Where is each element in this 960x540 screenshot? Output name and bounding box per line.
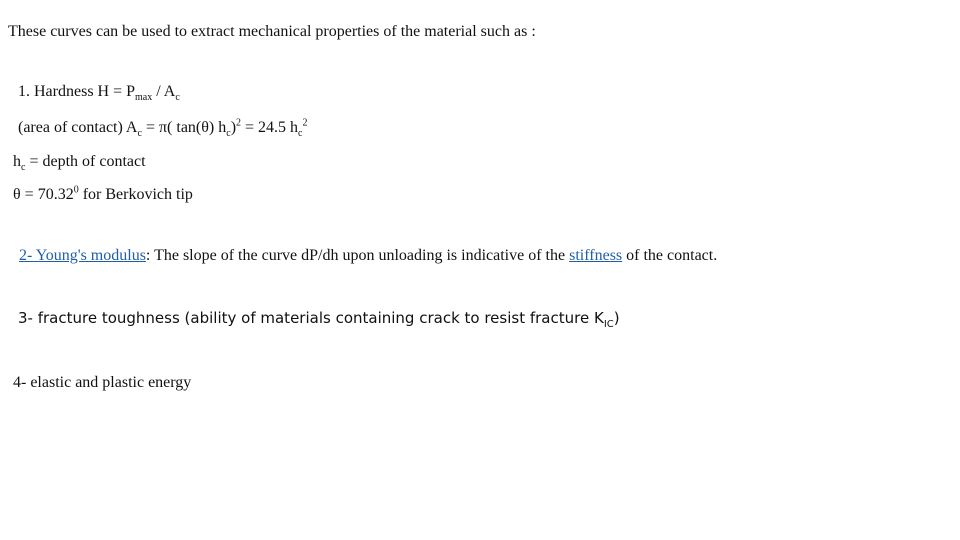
area-square-1: 2 bbox=[236, 117, 242, 129]
fracture-close-paren: ) bbox=[613, 309, 620, 327]
area-c-subscript-1: c bbox=[137, 128, 142, 140]
hardness-formula bbox=[18, 82, 180, 102]
hardness-c-subscript: c bbox=[175, 92, 180, 104]
theta-definition bbox=[13, 185, 193, 205]
depth-h: h bbox=[13, 153, 21, 170]
young-modulus-end: of the contact. bbox=[622, 247, 718, 264]
stiffness-link[interactable]: stiffness bbox=[569, 247, 623, 264]
depth-text: = depth of contact bbox=[25, 153, 146, 170]
kic-symbol: K bbox=[593, 309, 604, 327]
area-equation-part1: = π( tan(θ) h bbox=[141, 119, 227, 136]
depth-definition bbox=[13, 152, 146, 172]
theta-tip-text: for Berkovich tip bbox=[78, 186, 193, 203]
hardness-mid: / A bbox=[152, 83, 176, 100]
fracture-toughness-text bbox=[18, 308, 620, 328]
fracture-text: 3- fracture toughness (ability of materials containing crack to resist fracture bbox=[18, 309, 594, 327]
area-label: (area of contact) A bbox=[18, 119, 138, 136]
depth-c-subscript: c bbox=[21, 162, 26, 174]
hardness-prefix: 1. Hardness H = P bbox=[18, 83, 136, 100]
area-c-subscript-2: c bbox=[226, 128, 231, 140]
theta-degree-superscript: 0 bbox=[73, 184, 79, 196]
young-modulus-text: : The slope of the curve dP/dh upon unloading is indicative of the bbox=[145, 247, 570, 264]
kic-subscript: IC bbox=[603, 319, 614, 330]
area-formula bbox=[18, 118, 308, 138]
hardness-max-subscript: max bbox=[135, 92, 153, 104]
intro-text: These curves can be used to extract mechanical properties of the material such as : bbox=[8, 23, 536, 40]
theta-value: θ = 70.32 bbox=[13, 186, 74, 203]
area-equation-part2: = 24.5 h bbox=[241, 119, 299, 136]
area-square-2: 2 bbox=[302, 117, 308, 129]
young-modulus-paragraph bbox=[19, 244, 779, 268]
area-close-paren: ) bbox=[230, 119, 237, 136]
energy-text: 4- elastic and plastic energy bbox=[13, 374, 192, 391]
young-modulus-link[interactable]: 2- Young's modulus bbox=[19, 247, 146, 264]
area-c-subscript-3: c bbox=[298, 128, 303, 140]
